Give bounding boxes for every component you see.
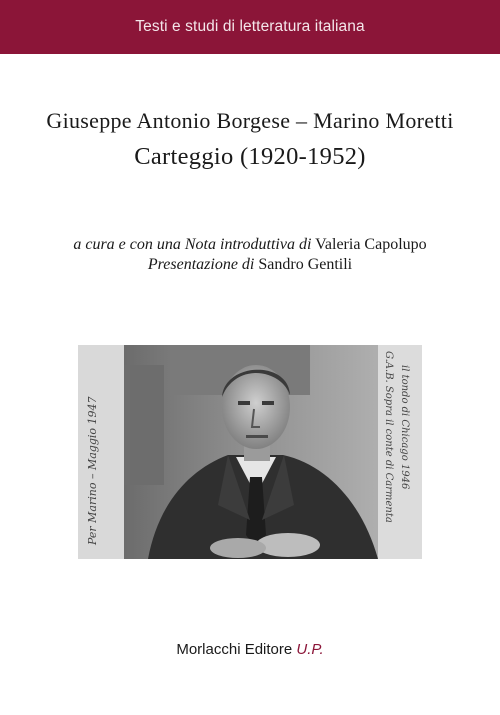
publisher — [0, 641, 500, 658]
series-title: Testi e studi di letteratura italiana — [135, 18, 365, 35]
publisher-imprint: U.P. — [296, 641, 324, 658]
presentation-credit-label: Presentazione di — [147, 256, 255, 273]
presenter-name: Sandro Gentili — [258, 256, 353, 273]
editor-name: Valeria Capolupo — [315, 236, 427, 253]
presentation-credit — [0, 256, 500, 274]
photo-inscription-right-1: G.A.B. Sopra il conte di Carmenta — [383, 351, 394, 523]
photo-inscription-left: Per Marino – Maggio 1947 — [86, 396, 99, 545]
series-band — [0, 0, 500, 54]
publisher-name: Morlacchi Editore — [176, 641, 293, 658]
editor-credit — [0, 236, 500, 254]
author-portrait-photo — [78, 345, 422, 559]
photo-inscription-right-2: il tondo di Chicago 1946 — [399, 365, 410, 490]
book-title: Carteggio (1920-1952) — [134, 143, 366, 170]
book-authors: Giuseppe Antonio Borgese – Marino Moretti — [46, 108, 454, 133]
editor-credit-label: a cura e con una Nota introduttiva di — [73, 236, 312, 253]
